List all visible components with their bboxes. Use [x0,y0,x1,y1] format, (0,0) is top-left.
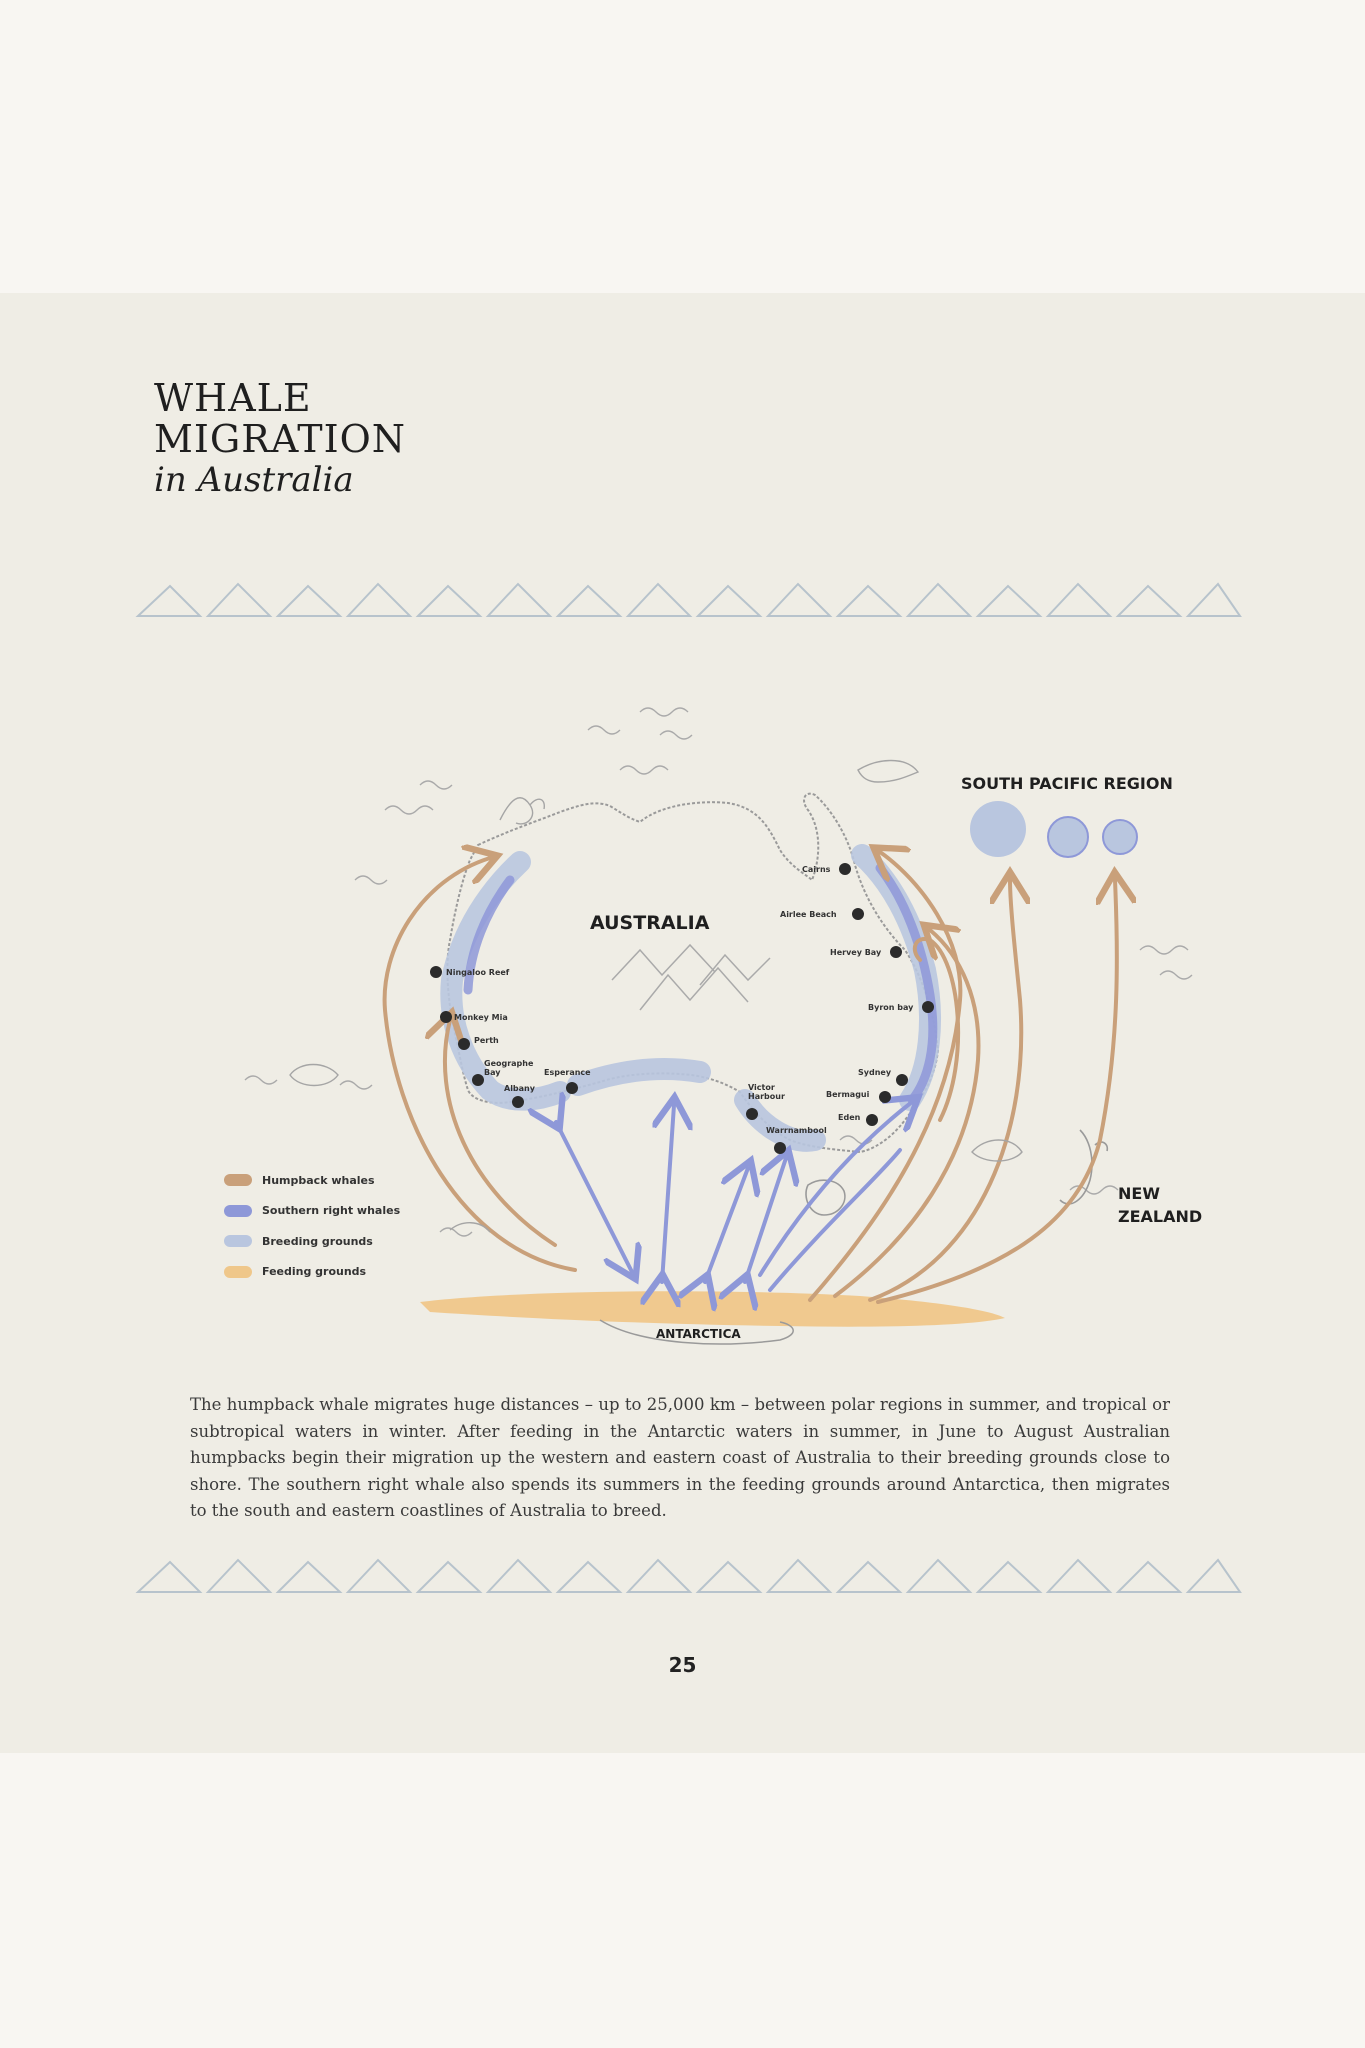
legend-label: Humpback whales [262,1173,375,1187]
south-pacific-circles [970,801,1137,857]
bottom-triangle-border [138,1560,1240,1592]
label-antarctica: ANTARCTICA [656,1327,741,1341]
city-label-victor-harbour: Victor Harbour [748,1083,785,1101]
body-paragraph: The humpback whale migrates huge distances – up to 25,000 km – between polar regions in summer, and tropical or subtropical waters in winter. After feeding in the Antarctic waters in summer, in June to August Australian humpbacks begin their migration up the western and eastern coast of Australia to their breeding grounds close to shore. The southern right whale also spends its summers in the feeding grounds around Antarctica, then migrates to the south and eastern coastlines of Australia to breed. [190,1395,1170,1520]
label-new-zealand-1: NEW [1118,1184,1160,1203]
legend-label: Southern right whales [262,1204,401,1218]
legend-item-feeding [224,1257,400,1288]
city-label-monkey-mia: Monkey Mia [454,1013,508,1022]
feeding-grounds-band [420,1291,1005,1327]
top-triangle-border [138,584,1240,616]
humpback-migration-arrows [385,852,1117,1302]
city-label-ningaloo-reef: Ningaloo Reef [446,968,510,977]
city-label-byron-bay: Byron bay [868,1003,914,1012]
legend-swatch-breeding [224,1235,252,1247]
city-label-esperance: Esperance [544,1068,591,1077]
city-label-airlee-beach: Airlee Beach [780,910,837,919]
city-label-warrnambool: Warrnambool [766,1126,827,1135]
legend-swatch-southern-right [224,1205,252,1217]
city-label-eden: Eden [838,1113,861,1122]
page-number: 25 [668,1653,697,1677]
title-line-2: MIGRATION [154,417,407,462]
city-label-albany: Albany [504,1084,535,1093]
legend-swatch-feeding [224,1266,252,1278]
page-title [154,378,406,499]
city-label-geographe-bay: Geographe Bay [484,1059,534,1077]
label-south-pacific-region: SOUTH PACIFIC REGION [961,774,1173,793]
decorative-doodles [290,761,1022,1233]
legend-item-breeding [224,1226,400,1257]
city-label-perth: Perth [474,1036,499,1045]
city-label-sydney: Sydney [858,1068,892,1077]
southern-right-arrows [556,1102,912,1290]
legend-swatch-humpback [224,1174,252,1186]
city-markers [430,863,934,1154]
label-australia: AUSTRALIA [590,912,710,934]
title-subtitle: in Australia [154,460,354,501]
legend-item-humpback [224,1165,400,1196]
title-line-1: WHALE [154,376,312,420]
mountains [612,945,770,1010]
map-legend [224,1165,400,1287]
city-label-cairns: Cairns [802,865,831,874]
legend-label: Breeding grounds [262,1234,373,1248]
city-label-bermagui: Bermagui [826,1090,870,1099]
legend-label: Feeding grounds [262,1265,367,1279]
legend-item-southern-right [224,1196,400,1227]
label-new-zealand-2: ZEALAND [1118,1207,1203,1226]
city-label-hervey-bay: Hervey Bay [830,948,882,957]
